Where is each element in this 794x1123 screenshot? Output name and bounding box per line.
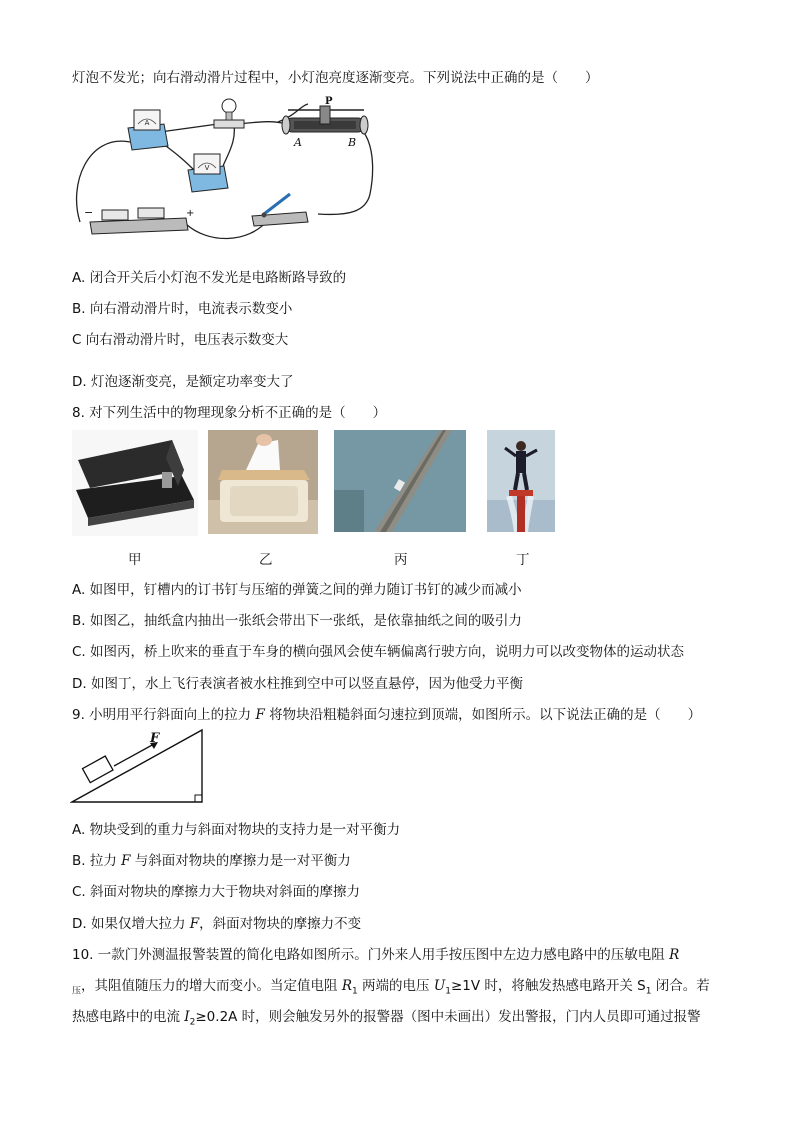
bulb-icon [214,99,244,128]
q9-option-d: D. 如果仅增大拉力 F，斜面对物块的摩擦力不变 [72,916,362,932]
bridge-photo [334,430,466,532]
q10-line-1: 10. 一款门外测温报警装置的简化电路如图所示。门外来人用手按压图中左边力感电路中的压敏电阻 R [72,947,680,963]
svg-text:B: B [348,136,357,149]
q7-option-a: A. 闭合开关后小灯泡不发光是电路断路导致的 [72,270,347,286]
q8-stem: 8. 对下列生活中的物理现象分析不正确的是（ ） [72,405,387,421]
q7-option-b: B. 向右滑动滑片时，电流表示数变小 [72,301,293,317]
q9-option-b: B. 拉力 F 与斜面对物块的摩擦力是一对平衡力 [72,853,351,869]
svg-text:A: A [294,136,302,149]
voltmeter-icon [188,154,228,192]
q8-option-a: A. 如图甲，钉槽内的订书钉与压缩的弹簧之间的弹力随订书钉的减少而减小 [72,582,522,598]
q7-circuit-diagram [68,94,388,246]
q9-option-c: C. 斜面对物块的摩擦力大于物块对斜面的摩擦力 [72,884,361,900]
svg-text:F: F [150,731,160,746]
caption-ding: 丁 [516,552,530,568]
ammeter-icon [128,110,168,150]
q9-stem: 9. 小明用平行斜面向上的拉力 F 将物块沿粗糙斜面匀速拉到顶端，如图所示。以下说法正确的是（ ） [72,707,702,723]
flyboard-photo [487,430,555,532]
caption-jia: 甲 [128,552,142,568]
caption-yi: 乙 [259,552,273,568]
switch-icon [252,194,308,226]
svg-text:V: V [204,164,210,172]
q10-line-3: 热感电路中的电流 $I_2\ge 0.2A$ 时，则会触发另外的报警器（图中未画出）发出警报，门内人员即可通过报警 [72,1009,701,1028]
q8-option-d: D. 如图丁，水上飞行表演者被水柱推到空中可以竖直悬停，因为他受力平衡 [72,676,523,692]
q7-option-d: D. 灯泡逐渐变亮，是额定功率变大了 [72,374,294,390]
battery-icon [84,206,194,234]
q7-stem-tail: 灯泡不发光；向右滑动滑片过程中，小灯泡亮度逐渐变亮。下列说法中正确的是（ ） [72,70,599,86]
rheostat-icon [282,96,368,149]
q9-option-a: A. 物块受到的重力与斜面对物块的支持力是一对平衡力 [72,822,401,838]
svg-text:+: + [186,208,195,219]
q8-option-b: B. 如图乙，抽纸盒内抽出一张纸会带出下一张纸，是依靠抽纸之间的吸引力 [72,613,522,629]
caption-bing: 丙 [394,552,408,568]
stapler-photo [72,430,198,536]
tissue-box-photo [208,430,318,534]
q8-option-c: C. 如图丙，桥上吹来的垂直于车身的横向强风会使车辆偏离行驶方向，说明力可以改变物体的运动状态 [72,644,685,660]
q10-line-2: $_压$，其阻值随压力的增大而变小。当定值电阻 $R_1$ 两端的电压 $U_1\ge 1V$ 时，将触发热感电路开关 $S_1$ 闭合。若 [72,978,710,997]
svg-text:A: A [144,119,150,127]
svg-text:P: P [325,96,333,107]
incline-diagram [70,728,206,806]
svg-text:−: − [84,206,94,219]
q7-option-c: C 向右滑动滑片时，电压表示数变大 [72,332,289,348]
